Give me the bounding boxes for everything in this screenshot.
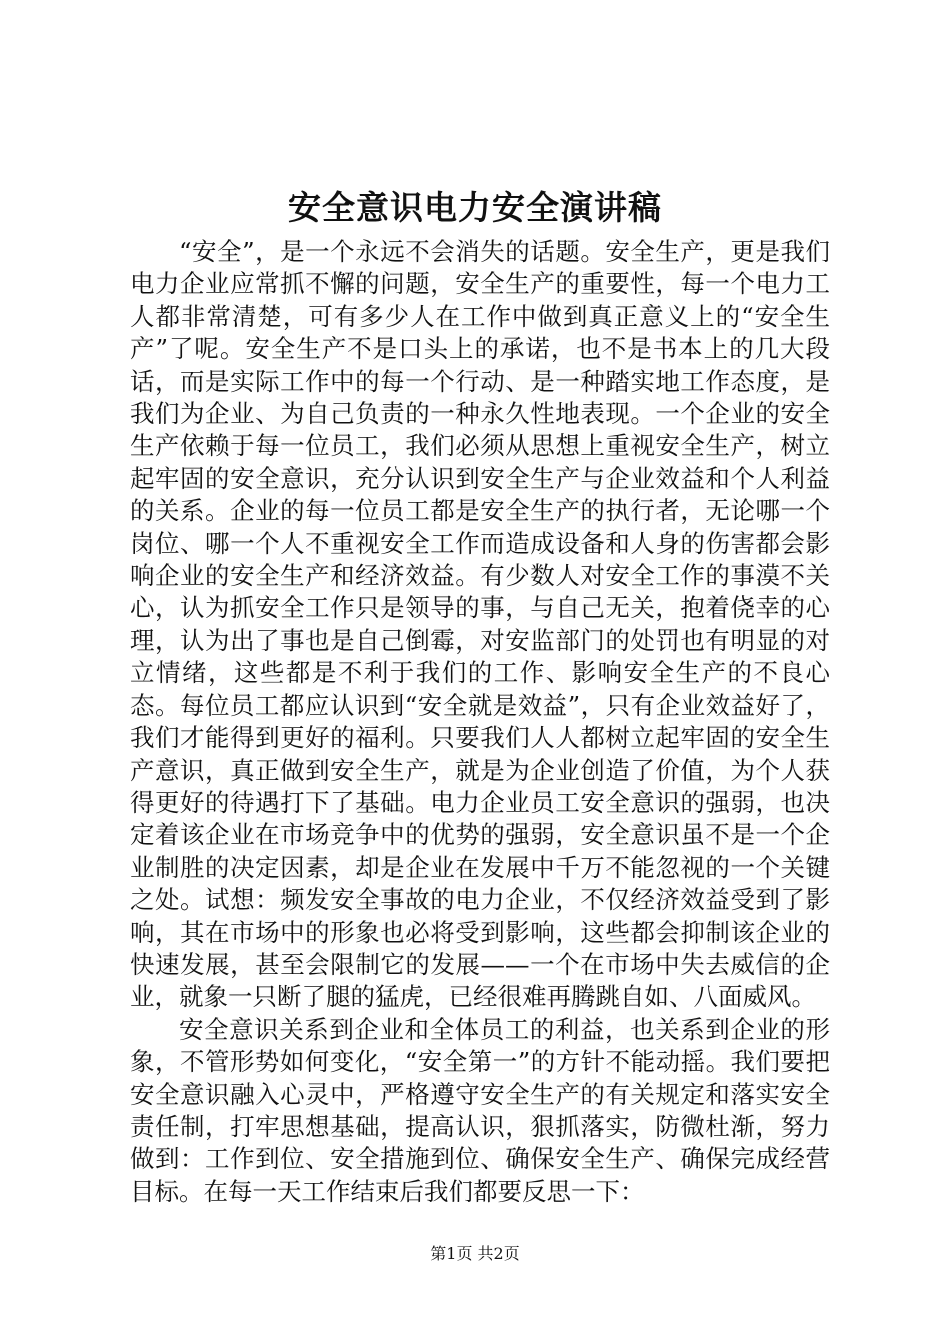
page-number-footer: 第1页 共2页 <box>430 1244 520 1263</box>
document-body <box>130 236 830 1208</box>
paragraph-2: 安全意识关系到企业和全体员工的利益，也关系到企业的形象，不管形势如何变化，“安全第一”的方针不能动摇。我们要把安全意识融入心灵中，严格遵守安全生产的有关规定和落实安全责任制，打牢思想基础，提高认识，狠抓落实，防微杜渐，努力做到：工作到位、安全措施到位、确保安全生产、确保完成经营目标。在每一天工作结束后我们都要反思一下： <box>130 1014 830 1206</box>
document-title: 安全意识电力安全演讲稿 <box>288 188 662 227</box>
paragraph-1: “安全”，是一个永远不会消失的话题。安全生产，更是我们电力企业应常抓不懈的问题，安全生产的重要性，每一个电力工人都非常清楚，可有多少人在工作中做到真正意义上的“安全生产”了呢。安全生产不是口头上的承诺，也不是书本上的几大段话，而是实际工作中的每一个行动、是一种踏实地工作态度，是我们为企业、为自己负责的一种永久性地表现。一个企业的安全生产依赖于每一位员工，我们必须从思想上重视安全生产，树立起牢固的安全意识，充分认识到安全生产与企业效益和个人利益的关系。企业的每一位员工都是安全生产的执行者，无论哪一个岗位、哪一个人不重视安全工作而造成设备和人身的伤害都会影响企业的安全生产和经济效益。有少数人对安全工作的事漠不关心，认为抓安全工作只是领导的事，与自己无关，抱着侥幸的心理，认为出了事也是自己倒霉，对安监部门的处罚也有明显的对立情绪，这些都是不利于我们的工作、影响安全生产的不良心态。每位员工都应认识到“安全就是效益”，只有企业效益好了，我们才能得到更好的福利。只要我们人人都树立起牢固的安全生产意识，真正做到安全生产，就是为企业创造了价值，为个人获得更好的待遇打下了基础。电力企业员工安全意识的强弱，也决定着该企业在市场竞争中的优势的强弱，安全意识虽不是一个企业制胜的决定因素，却是企业在发展中千万不能忽视的一个关键之处。试想：频发安全事故的电力企业，不仅经济效益受到了影响，其在市场中的形象也必将受到影响，这些都会抑制该企业的快速发展，甚至会限制它的发展——一个在市场中失去威信的企业，就象一只断了腿的猛虎，已经很难再腾跳自如、八面威风。 <box>130 237 830 1012</box>
